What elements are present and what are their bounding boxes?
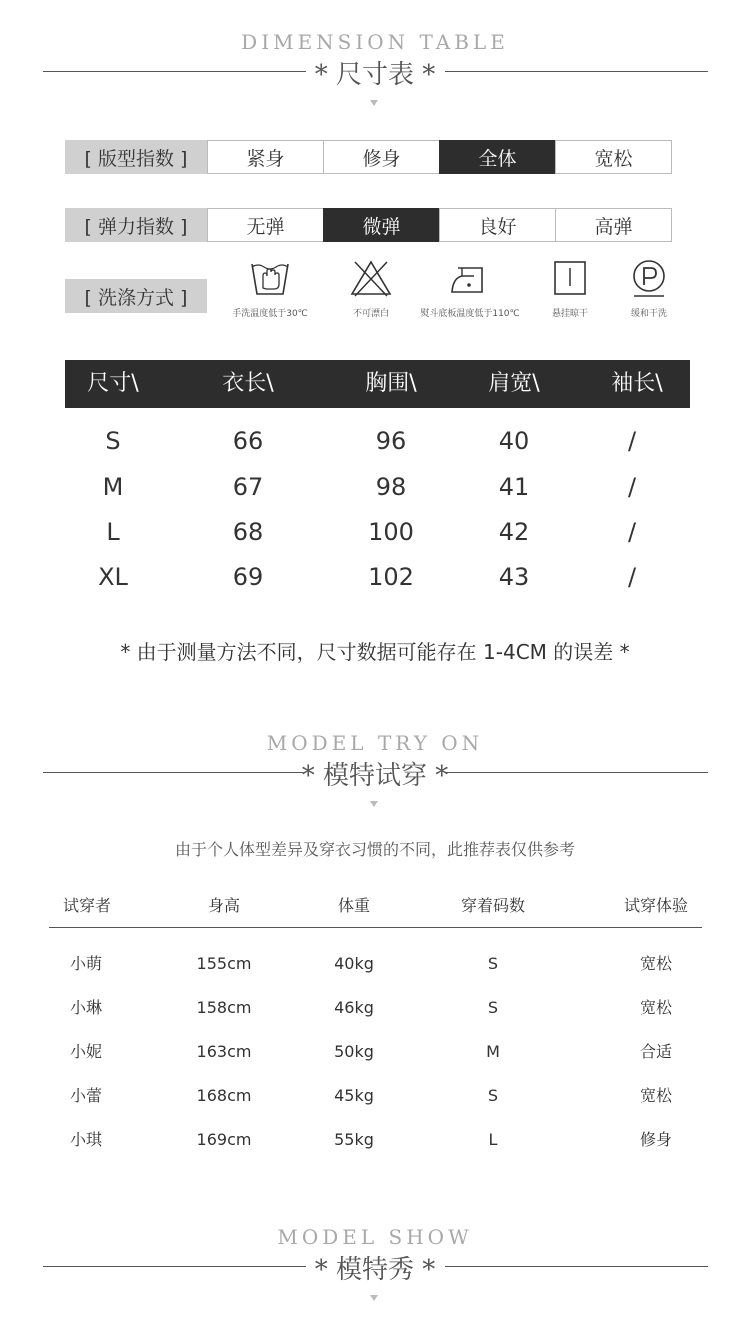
model-header-cell: 身高 [207, 896, 240, 915]
model-show-title-en: MODEL SHOW [277, 1225, 473, 1249]
dimension-title-cn: * 尺寸表 * [314, 60, 436, 90]
size-cell: 42 [498, 518, 530, 546]
size-cell: / [627, 518, 637, 546]
stretch-option: 良好 [439, 208, 556, 242]
model-cell: 小琪 [69, 1130, 102, 1149]
down-triangle-icon [370, 1295, 378, 1301]
model-cell: 修身 [639, 1130, 672, 1149]
model-try-title-en: MODEL TRY ON [266, 731, 484, 755]
size-table-header [65, 360, 690, 408]
model-cell: 50kg [334, 1042, 374, 1061]
model-try-subtitle: 由于个人体型差异及穿衣习惯的不同，此推荐表仅供参考 [174, 840, 575, 859]
size-cell: 100 [368, 518, 414, 546]
wash-caption: 缓和干洗 [630, 309, 667, 319]
measurement-note: * 由于测量方法不同，尺寸数据可能存在 1-4CM 的误差 * [120, 640, 630, 664]
wash-item [215, 258, 325, 319]
model-cell: 55kg [334, 1130, 374, 1149]
model-cell: 45kg [334, 1086, 374, 1105]
size-cell: M [102, 473, 124, 501]
size-cell: 68 [232, 518, 264, 546]
down-triangle-icon [370, 100, 378, 106]
stretch-index-options [207, 208, 672, 242]
model-cell: 小萌 [69, 954, 102, 973]
model-header-cell: 试穿体验 [623, 896, 688, 915]
fit-index-options [207, 140, 672, 174]
stretch-option: 微弹 [323, 208, 440, 242]
wash-caption: 悬挂晾干 [551, 309, 588, 319]
model-header-cell: 体重 [337, 896, 370, 915]
size-cell: 69 [232, 563, 264, 591]
model-cell: 46kg [334, 998, 374, 1017]
model-cell: 小琳 [69, 998, 102, 1017]
wash-item [316, 258, 426, 319]
size-cell: 40 [498, 427, 530, 455]
wash-caption: 熨斗底板温度低于110℃ [420, 309, 520, 319]
dimension-title-en: DIMENSION TABLE [241, 30, 509, 54]
size-cell: XL [98, 563, 128, 591]
wash-item [415, 258, 525, 319]
model-cell: 158cm [196, 998, 252, 1017]
model-cell: 宽松 [639, 1086, 672, 1105]
model-cell: 155cm [196, 954, 252, 973]
model-cell: 宽松 [639, 998, 672, 1017]
fit-option: 紧身 [207, 140, 324, 174]
size-header-cell: 袖长\ [611, 371, 663, 396]
model-cell: 40kg [334, 954, 374, 973]
size-header-cell: 肩宽\ [488, 371, 540, 396]
model-cell: L [488, 1130, 498, 1149]
size-cell: 102 [368, 563, 414, 591]
size-cell: 67 [232, 473, 264, 501]
model-cell: M [486, 1042, 500, 1061]
model-cell: 小妮 [69, 1042, 102, 1061]
size-header-cell: 衣长\ [222, 371, 274, 396]
size-cell: 43 [498, 563, 530, 591]
model-cell: 169cm [196, 1130, 252, 1149]
model-table-rule [49, 927, 702, 928]
hand-wash-icon [248, 258, 292, 298]
size-cell: 96 [375, 427, 407, 455]
fit-option: 修身 [323, 140, 440, 174]
down-triangle-icon [370, 801, 378, 807]
model-cell: 163cm [196, 1042, 252, 1061]
size-cell: 66 [232, 427, 264, 455]
size-cell: 98 [375, 473, 407, 501]
size-cell: S [105, 427, 121, 455]
size-header-cell: 尺寸\ [87, 371, 139, 396]
no-bleach-icon [349, 258, 393, 298]
stretch-option: 高弹 [555, 208, 672, 242]
model-cell: 小蕾 [69, 1086, 102, 1105]
hang-dry-icon [548, 258, 592, 298]
size-cell: 41 [498, 473, 530, 501]
fit-option: 宽松 [555, 140, 672, 174]
model-header-cell: 穿着码数 [460, 896, 525, 915]
model-try-title-cn: * 模特试穿 * [301, 761, 449, 791]
fit-index-label: [ 版型指数 ] [65, 140, 207, 174]
model-cell: 合适 [639, 1042, 672, 1061]
size-cell: L [106, 518, 120, 546]
model-cell: 宽松 [639, 954, 672, 973]
stretch-index-label: [ 弹力指数 ] [65, 208, 207, 242]
stretch-option: 无弹 [207, 208, 324, 242]
model-cell: S [487, 998, 499, 1017]
fit-option: 全体 [439, 140, 556, 174]
model-cell: S [487, 1086, 499, 1105]
model-header-cell: 试穿者 [62, 896, 111, 915]
size-header-cell: 胸围\ [365, 371, 417, 396]
model-cell: S [487, 954, 499, 973]
wash-item [594, 258, 704, 319]
size-cell: / [627, 427, 637, 455]
wash-caption: 不可漂白 [352, 309, 389, 319]
iron-icon [448, 258, 492, 298]
size-cell: / [627, 563, 637, 591]
washing-label: [ 洗涤方式 ] [65, 279, 207, 313]
model-cell: 168cm [196, 1086, 252, 1105]
dry-clean-p-icon [627, 258, 671, 298]
wash-caption: 手洗温度低于30℃ [232, 309, 308, 319]
model-show-title-cn: * 模特秀 * [314, 1255, 436, 1285]
size-cell: / [627, 473, 637, 501]
